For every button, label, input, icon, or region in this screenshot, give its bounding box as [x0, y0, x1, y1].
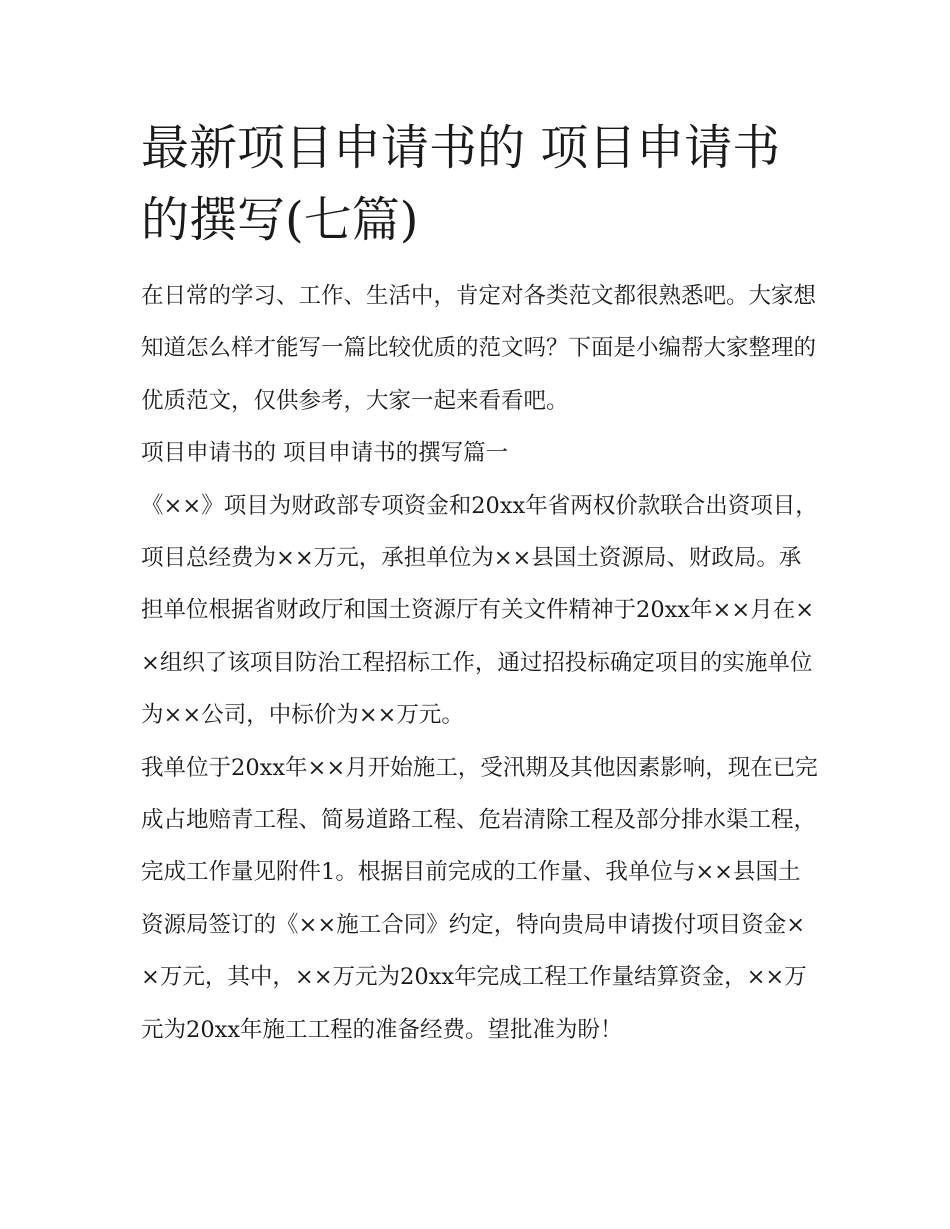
body-paragraph: 《××》项目为财政部专项资金和20xx年省两权价款联合出资项目，项目总经费为××万元，承担单位为××县国土资源局、财政局。承担单位根据省财政厅和国土资源厅有关文件精神于20xx年××月在××组织了该项目防治工程招标工作，通过招投标确定项目的实施单位为××公司，中标价为××万元。 [141, 492, 818, 729]
document-body [141, 270, 821, 1056]
document-title: 最新项目申请书的 项目申请书的撰写(七篇) [141, 120, 781, 248]
body-paragraph: 我单位于20xx年××月开始施工，受汛期及其他因素影响，现在已完成占地赔青工程、简易道路工程、危岩清除工程及部分排水渠工程，完成工作量见附件1。根据目前完成的工作量、我单位与××县国土资源局签订的《××施工合同》约定，特向贵局申请拨付项目资金××万元，其中，××万元为20xx年完成工程工作量结算资金，××万元为20xx年施工工程的准备经费。望批准为盼！ [141, 754, 818, 1043]
intro-paragraph: 在日常的学习、工作、生活中，肯定对各类范文都很熟悉吧。大家想知道怎么样才能写一篇比较优质的范文吗？下面是小编帮大家整理的优质范文，仅供参考，大家一起来看看吧。 [141, 283, 817, 414]
document-content [141, 112, 821, 1056]
section-heading: 项目申请书的 项目申请书的撰写篇一 [141, 440, 509, 467]
